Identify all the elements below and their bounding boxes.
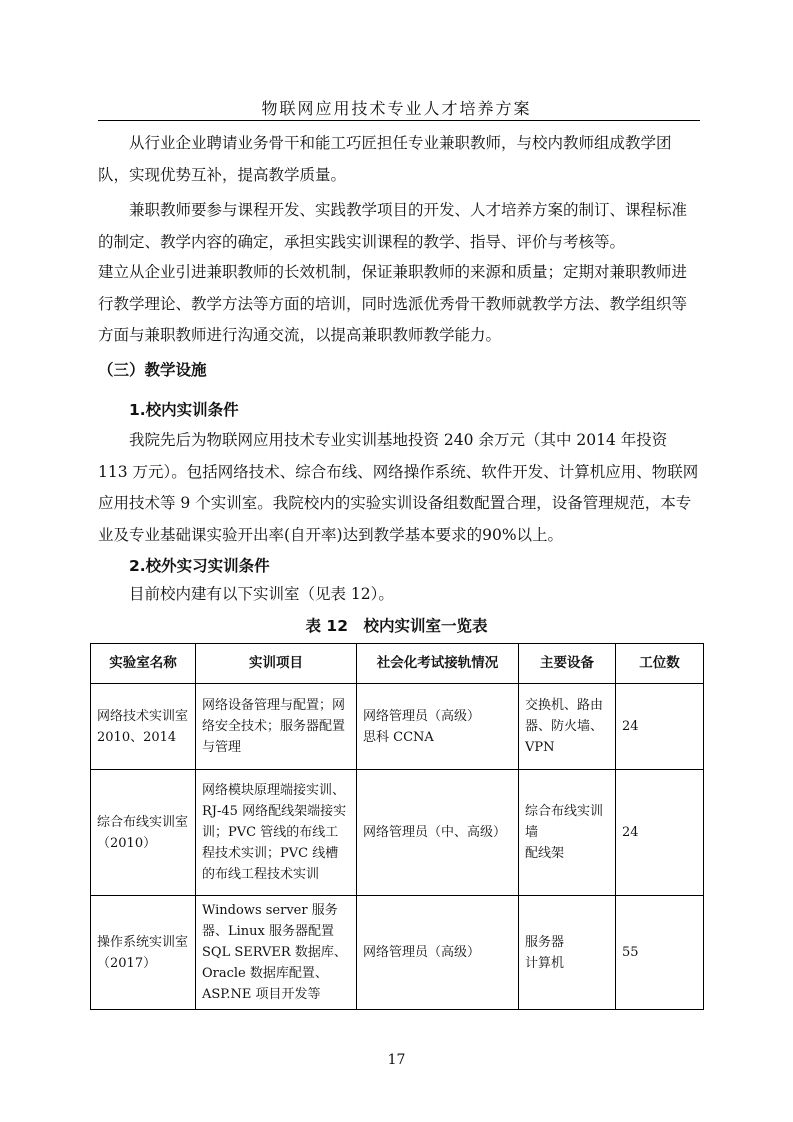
page-number: 17 — [387, 1052, 406, 1068]
paragraph-4: 我院先后为物联网应用技术专业实训基地投资 240 余万元（其中 2014 年投资 113 万元）。包括网络技术、综合布线、网络操作系统、软件开发、计算机应用、物联网应用技术等 9 个实训室。我院校内的实验实训设备组数配置合理，设备管理规范，本专业及专业基础课实验开出率(自开率)达到教学基本要求的90%以上。 — [98, 431, 699, 544]
table-row — [91, 896, 704, 1010]
column-header: 工位数 — [616, 644, 704, 684]
table-row — [91, 684, 704, 770]
exam-alignment-cell: 网络管理员（高级） — [357, 896, 519, 1010]
equipment-cell: 服务器 计算机 — [519, 896, 616, 1010]
section-heading-teaching-facilities: （三）教学设施 — [98, 361, 207, 379]
room-name-cell: 综合布线实训室 （2010） — [91, 770, 196, 896]
header-divider — [98, 120, 700, 121]
table-caption: 表 12 校内实训室一览表 — [305, 617, 488, 635]
column-header: 社会化考试接轨情况 — [357, 644, 519, 684]
exam-alignment-cell: 网络管理员（高级） 思科 CCNA — [357, 684, 519, 770]
table-header-row — [91, 644, 704, 684]
equipment-cell: 综合布线实训墙 配线架 — [519, 770, 616, 896]
column-header: 主要设备 — [519, 644, 616, 684]
room-name-cell: 操作系统实训室 （2017） — [91, 896, 196, 1010]
subsection-heading-external-training: 2.校外实习实训条件 — [129, 557, 270, 575]
subsection-heading-internal-training: 1.校内实训条件 — [129, 401, 239, 419]
table-row — [91, 770, 704, 896]
paragraph-3: 建立从企业引进兼职教师的长效机制，保证兼职教师的来源和质量；定期对兼职教师进行教学理论、教学方法等方面的培训，同时选派优秀骨干教师就教学方法、教学组织等方面与兼职教师进行沟通交流，以提高兼职教师教学能力。 — [98, 263, 688, 344]
training-projects-cell: Windows server 服务器、Linux 服务器配置 SQL SERVER 数据库、Oracle 数据库配置、ASP.NE 项目开发等 — [196, 896, 357, 1010]
paragraph-5: 目前校内建有以下实训室（见表 12）。 — [129, 585, 394, 603]
column-header: 实训项目 — [196, 644, 357, 684]
stations-cell: 24 — [616, 770, 704, 896]
training-projects-cell: 网络模块原理端接实训、RJ-45 网络配线架端接实训；PVC 管线的布线工程技术实训；PVC 线槽的布线工程技术实训 — [196, 770, 357, 896]
paragraph-2: 兼职教师要参与课程开发、实践教学项目的开发、人才培养方案的制订、课程标准的制定、教学内容的确定，承担实践实训课程的教学、指导、评价与考核等。 — [98, 201, 688, 251]
training-projects-cell: 网络设备管理与配置；网络安全技术；服务器配置与管理 — [196, 684, 357, 770]
exam-alignment-cell: 网络管理员（中、高级） — [357, 770, 519, 896]
room-name-cell: 网络技术实训室 2010、2014 — [91, 684, 196, 770]
stations-cell: 24 — [616, 684, 704, 770]
column-header: 实验室名称 — [91, 644, 196, 684]
page-header-title: 物联网应用技术专业人才培养方案 — [261, 99, 532, 118]
training-room-table — [90, 643, 704, 1010]
equipment-cell: 交换机、路由器、防火墙、VPN — [519, 684, 616, 770]
stations-cell: 55 — [616, 896, 704, 1010]
paragraph-1: 从行业企业聘请业务骨干和能工巧匠担任专业兼职教师，与校内教师组成教学团队，实现优势互补，提高教学质量。 — [98, 134, 672, 184]
